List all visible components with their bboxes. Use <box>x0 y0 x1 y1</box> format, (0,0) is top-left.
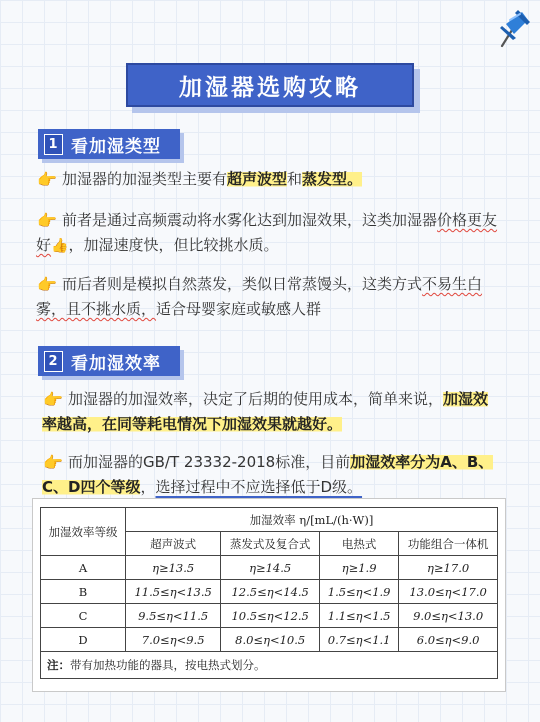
section-1-paragraph-1: 👉 加湿器的加湿类型主要有超声波型和蒸发型。 <box>36 167 506 192</box>
section-1-heading: 看加湿类型 <box>71 136 161 157</box>
section-2-heading: 看加湿效率 <box>71 353 161 374</box>
table-column-header: 功能组合一体机 <box>399 532 498 556</box>
grade-cell: A <box>41 556 126 580</box>
table-note: 注：带有加热功能的器具，按电热式划分。 <box>41 652 498 679</box>
grade-cell: C <box>41 604 126 628</box>
table-cell: 7.0≤η<9.5 <box>126 628 221 652</box>
table-row <box>41 604 498 628</box>
pointing-hand-icon: 👉 <box>37 275 57 294</box>
section-2-paragraph-2: 👉 而加湿器的GB/T 23332-2018标准，目前加湿效率分为A、B、C、D四个等级，选择过程中不应选择低于D级。 <box>42 453 494 496</box>
table-cell: η≥14.5 <box>221 556 320 580</box>
table-cell: 10.5≤η<12.5 <box>221 604 320 628</box>
table-cell: 0.7≤η<1.1 <box>320 628 399 652</box>
table-cell: 9.5≤η<11.5 <box>126 604 221 628</box>
section-2-header <box>38 346 180 376</box>
pointing-hand-icon: 👉 <box>43 453 63 472</box>
table-cell: 11.5≤η<13.5 <box>126 580 221 604</box>
table-column-header: 蒸发式及复合式 <box>221 532 320 556</box>
page-title: 加湿器选购攻略 <box>126 63 414 107</box>
table-column-header: 超声波式 <box>126 532 221 556</box>
section-2-paragraph-1: 👉 加湿器的加湿效率，决定了后期的使用成本，简单来说，加湿效率越高，在同等耗电情况下加湿效果就越好。 <box>42 390 489 433</box>
table-cell: 1.5≤η<1.9 <box>320 580 399 604</box>
table-cell: 8.0≤η<10.5 <box>221 628 320 652</box>
grade-cell: D <box>41 628 126 652</box>
table-cell: η≥17.0 <box>399 556 498 580</box>
efficiency-table-card <box>32 498 506 692</box>
table-cell: η≥13.5 <box>126 556 221 580</box>
table-row <box>41 580 498 604</box>
pointing-hand-icon: 👉 <box>37 211 57 230</box>
section-1-paragraph-2: 👉 前者是通过高频震动将水雾化达到加湿效果，这类加湿器价格更友好👍，加湿速度快，但比较挑水质。 <box>36 211 498 254</box>
table-group-header: 加湿效率 η/[mL/(h·W)] <box>126 508 498 532</box>
table-note-row <box>41 652 498 679</box>
table-column-header: 电热式 <box>320 532 399 556</box>
table-row <box>41 628 498 652</box>
efficiency-table <box>40 507 498 679</box>
table-cell: 12.5≤η<14.5 <box>221 580 320 604</box>
grade-cell: B <box>41 580 126 604</box>
table-cell: η≥1.9 <box>320 556 399 580</box>
section-1-header <box>38 129 180 159</box>
pointing-hand-icon: 👉 <box>43 390 63 409</box>
page-title-banner <box>126 63 414 107</box>
pushpin-icon <box>492 6 532 50</box>
section-1-number: 1 <box>44 134 63 155</box>
table-row-header: 加湿效率等级 <box>41 508 126 556</box>
section-1-paragraph-3: 👉 而后者则是模拟自然蒸发，类似日常蒸馒头，这类方式不易生白雾，且不挑水质，适合母婴家庭或敏感人群 <box>36 275 483 318</box>
thumbs-up-icon: 👍 <box>51 238 69 254</box>
pointing-hand-icon: 👉 <box>37 170 57 189</box>
table-cell: 6.0≤η<9.0 <box>399 628 498 652</box>
table-cell: 13.0≤η<17.0 <box>399 580 498 604</box>
table-row <box>41 556 498 580</box>
section-2-number: 2 <box>44 351 63 372</box>
table-cell: 9.0≤η<13.0 <box>399 604 498 628</box>
table-cell: 1.1≤η<1.5 <box>320 604 399 628</box>
